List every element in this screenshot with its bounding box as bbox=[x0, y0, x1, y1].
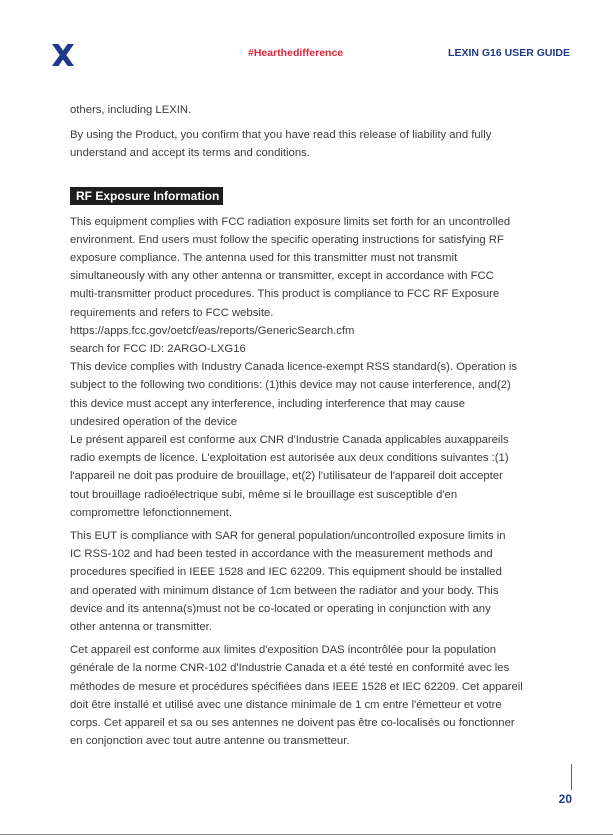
body-line: IC RSS-102 and had been tested in accordance with the measurement methods and bbox=[70, 548, 493, 561]
body-line: méthodes de mesure et procédures spécifiées dans IEEE 1528 et IEC 62209. Cet appareil bbox=[70, 680, 523, 693]
section-heading: RF Exposure Information bbox=[70, 187, 223, 205]
fcc-ic-paragraph bbox=[70, 213, 548, 522]
x-logo-icon bbox=[50, 42, 76, 68]
page-body bbox=[70, 101, 548, 756]
body-line: générale de la norme CNR-102 d'Industrie Canada et a été testé en conformité avec les bbox=[70, 662, 510, 675]
body-line: simultaneously with any other antenna or transmitter, except in accordance with FCC bbox=[70, 270, 494, 283]
body-line: This device complies with Industry Canada licence-exempt RSS standard(s). Operation is bbox=[70, 361, 518, 374]
body-line: doit être installé et utilisé avec une distance minimale de 1 cm entre l'émetteur et votre bbox=[70, 698, 502, 711]
intro-line: others, including LEXIN. bbox=[70, 104, 192, 116]
body-line: Cet appareil est conforme aux limites d'exposition DAS incontrôlée pour la population bbox=[70, 644, 497, 657]
body-line: device and its antenna(s)must not be co-located or operating in conjunction with any bbox=[70, 602, 491, 615]
body-line: requirements and refers to FCC website. bbox=[70, 306, 274, 319]
page-number: 20 bbox=[558, 792, 572, 806]
body-line: undesired operation of the device bbox=[70, 415, 238, 428]
guide-title: LEXIN G16 USER GUIDE bbox=[448, 47, 570, 59]
bottom-divider bbox=[0, 834, 613, 835]
body-line: en conjonction avec tout autre antenne ou transmetteur. bbox=[70, 735, 350, 748]
body-line: This EUT is compliance with SAR for general population/uncontrolled exposure limits in bbox=[70, 530, 506, 543]
body-line: subject to the following two conditions: (1)this device may not cause interference, and(2) bbox=[70, 379, 511, 392]
body-line: Le présent appareil est conforme aux CNR d'Industrie Canada applicables auxappareils bbox=[70, 434, 509, 447]
body-line: corps. Cet appareil et sa ou ses antennes ne doivent pas être co-localisés ou fonctionner bbox=[70, 717, 515, 730]
intro-paragraph bbox=[70, 101, 548, 119]
body-line: This equipment complies with FCC radiation exposure limits set forth for an uncontrolled bbox=[70, 215, 511, 228]
hashtag-text: #Hearthedifference bbox=[248, 47, 344, 59]
body-line: l'appareil ne doit pas produire de brouillage, et(2) l'utilisateur de l'appareil doit accepter bbox=[70, 470, 503, 483]
body-line: and operated with minimum distance of 1cm between the radiator and your body. This bbox=[70, 584, 499, 597]
body-line: radio exempts de licence. L'exploitation est autorisée aux deux conditions suivantes :(1) bbox=[70, 452, 509, 465]
body-line: compromettre lefonctionnement. bbox=[70, 506, 233, 519]
liability-line: By using the Product, you confirm that you have read this release of liability and fully bbox=[70, 129, 492, 142]
sar-paragraph bbox=[70, 527, 548, 636]
body-line: tout brouillage radioélectrique subi, même si le brouillage est susceptible d'en bbox=[70, 488, 458, 501]
body-line: multi-transmitter product procedures. This product is compliance to FCC RF Exposure bbox=[70, 288, 500, 301]
liability-line: understand and accept its terms and conditions. bbox=[70, 147, 310, 160]
page-marker-bar bbox=[571, 764, 572, 790]
fcc-url-line: https://apps.fcc.gov/oetcf/eas/reports/GenericSearch.cfm bbox=[70, 324, 355, 337]
liability-paragraph bbox=[70, 126, 548, 162]
fcc-id-line: search for FCC ID: 2ARGO-LXG16 bbox=[70, 343, 246, 356]
body-line: this device must accept any interference, including interference that may cause bbox=[70, 397, 465, 410]
das-paragraph bbox=[70, 641, 548, 750]
body-line: procedures specified in IEEE 1528 and IEC 62209. This equipment should be installed bbox=[70, 566, 502, 579]
body-line: environment. End users must follow the specific operating instructions for satisfying RF bbox=[70, 233, 504, 246]
body-line: other antenna or transmitter. bbox=[70, 621, 212, 634]
body-line: exposure compliance. The antenna used for this transmitter must not transmit bbox=[70, 252, 458, 265]
